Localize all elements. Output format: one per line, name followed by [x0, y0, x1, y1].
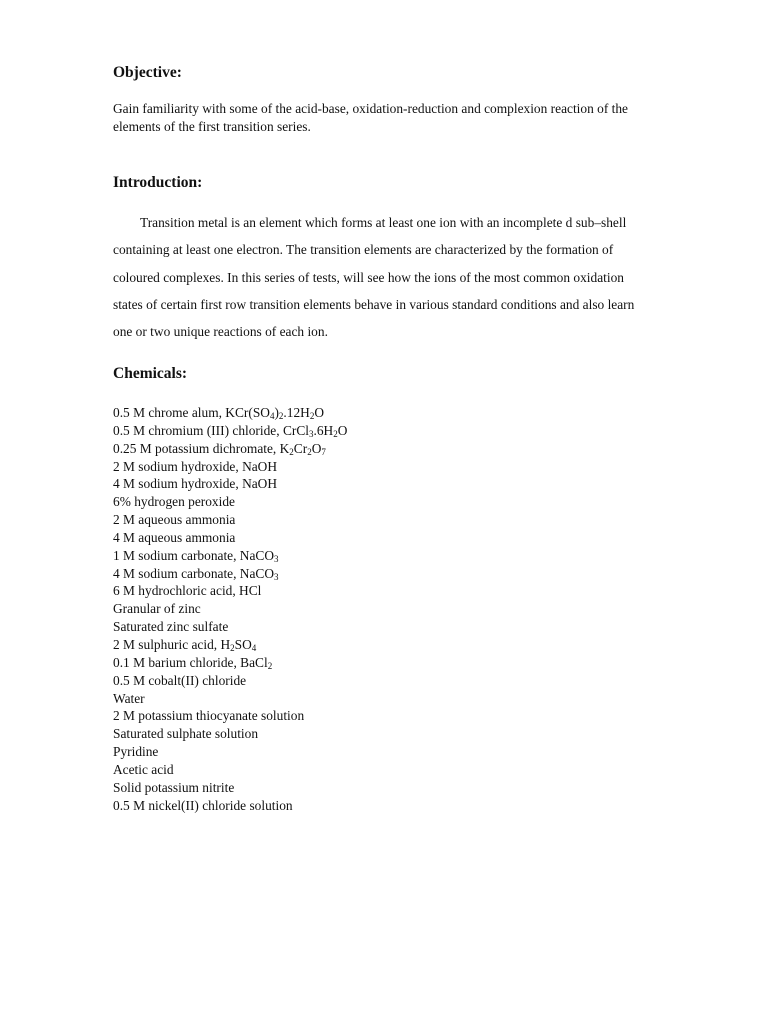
chemical-item: 2 M aqueous ammonia — [113, 512, 236, 528]
introduction-text: Transition metal is an element which forms at least one ion with an incomplete d sub–shell containing at least one electron. The transition elements are characterized by the formation of coloured complexes. In this series of tests, will see how the ions of the most common oxidation states of certain first row transition elements behave in various standard conditions and also learn one or two unique reactions of each ion. — [113, 215, 635, 340]
chemical-item: 2 M sodium hydroxide, NaOH — [113, 458, 278, 474]
objective-heading: Objective: — [113, 64, 182, 81]
chemical-item: Solid potassium nitrite — [113, 779, 235, 795]
chemical-item: Acetic acid — [113, 761, 174, 777]
chemical-item: 1 M sodium carbonate, NaCO$_3$ — [113, 547, 279, 564]
chemical-item: Saturated zinc sulfate — [113, 619, 229, 635]
chemicals-list — [113, 404, 347, 814]
chemical-item: Pyridine — [113, 744, 159, 760]
chemical-item: 2 M potassium thiocyanate solution — [113, 708, 305, 724]
chemical-item: Saturated sulphate solution — [113, 726, 259, 742]
chemical-item: 0.25 M potassium dichromate, $K_2Cr_2O_7$ — [113, 440, 326, 457]
chemical-item: 4 M aqueous ammonia — [113, 529, 236, 545]
chemical-item: 4 M sodium hydroxide, NaOH — [113, 476, 278, 492]
chemical-item: 0.5 M nickel(II) chloride solution — [113, 797, 293, 813]
chemical-item: 0.5 M chrome alum, $KCr(SO_4)_2.12H_2O$ — [113, 405, 325, 421]
chemical-item: 2 M sulphuric acid, $H_2SO_4$ — [113, 636, 257, 653]
chemical-item: 0.5 M chromium (III) chloride, $CrCl_3.6H_2O$ — [113, 422, 348, 439]
introduction-heading: Introduction: — [113, 174, 203, 191]
chemicals-heading: Chemicals: — [113, 365, 188, 382]
chemical-item: 6% hydrogen peroxide — [113, 494, 235, 510]
chemical-item: 4 M sodium carbonate, NaCO$_3$ — [113, 565, 279, 582]
chemical-item: 0.1 M barium chloride, BaCl$_2$ — [113, 654, 273, 671]
chemical-item: Water — [113, 690, 145, 706]
chemical-item: 0.5 M cobalt(II) chloride — [113, 672, 247, 688]
chemical-item: 6 M hydrochloric acid, HCl — [113, 583, 262, 599]
chemical-item: Granular of zinc — [113, 601, 201, 617]
objective-text: Gain familiarity with some of the acid-base, oxidation-reduction and complexion reaction of the elements of the first transition series. — [113, 101, 629, 134]
